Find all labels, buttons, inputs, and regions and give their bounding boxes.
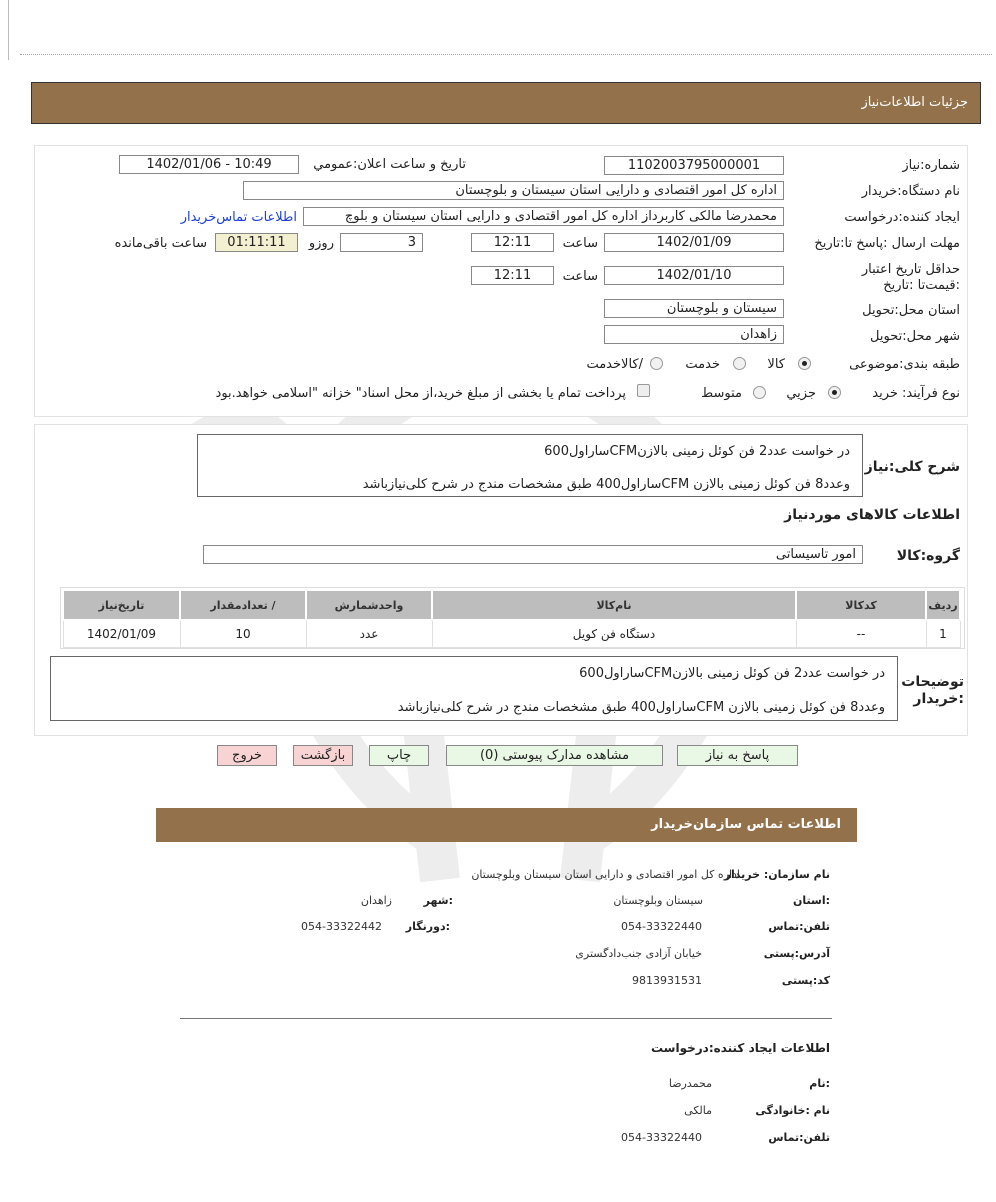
phone-value: 054-33322440: [621, 920, 702, 933]
goods-group-label: گروه:کالا: [896, 548, 960, 564]
print-button[interactable]: چاپ: [369, 745, 429, 766]
deadline-label: مهلت ارسال :پاسخ تا:تاریخ: [814, 236, 960, 251]
category-goods-label: کالا: [767, 357, 785, 372]
need-number-field[interactable]: 1102003795000001: [604, 156, 784, 175]
page-header-bar: [31, 82, 981, 124]
col-date: تاریخ‌نیاز: [63, 590, 180, 620]
exit-button[interactable]: خروج: [217, 745, 277, 766]
process-partial-label: جزیي: [786, 386, 816, 401]
breadcrumb[interactable]: جزئیات اطلاعات‌نیاز: [861, 95, 968, 110]
creator-phone-label: تلفن:تماس: [768, 1131, 830, 1144]
remaining-time-field: 01:11:11: [215, 233, 298, 252]
buyer-org-label: نام دستگاه:خریدار: [861, 184, 960, 199]
requester-label: ایجاد کننده:درخواست: [844, 210, 960, 225]
category-service-radio[interactable]: [733, 357, 746, 370]
org-name-label: نام سازمان: خریدار: [724, 868, 830, 881]
process-partial-radio[interactable]: [828, 386, 841, 399]
reply-button[interactable]: پاسخ به نیاز: [677, 745, 798, 766]
col-code: کدکالا: [796, 590, 926, 620]
summary-label: شرح کلی:نیاز: [864, 459, 960, 475]
creator-section-title: اطلاعات ایجاد کننده:درخواست: [650, 1041, 830, 1055]
cell-qty: 10: [180, 620, 306, 648]
top-dotted-divider: [20, 54, 992, 55]
process-type-label: نوع فرآیند: خرید: [872, 386, 960, 401]
fax-label: :دورنگار: [405, 920, 450, 933]
validity-date-field[interactable]: 1402/01/10: [604, 266, 784, 285]
validity-label: حداقل تاریخ اعتبار :قیمت‌تا :تاریخ: [861, 262, 960, 293]
category-both-radio[interactable]: [650, 357, 663, 370]
deadline-time-label: ساعت: [562, 236, 598, 251]
city-label: شهر محل:تحویل: [870, 329, 960, 344]
col-name: نام‌کالا: [432, 590, 796, 620]
city-info-value: زاهدان: [360, 894, 392, 907]
buyer-notes-box: [50, 656, 898, 721]
treasury-payment-checkbox[interactable]: [637, 384, 650, 397]
buyer-contact-link[interactable]: اطلاعات تماس‌خریدار: [180, 210, 297, 225]
need-number-label: شماره:نیاز: [902, 158, 960, 173]
creator-name-label: :نام: [809, 1077, 830, 1090]
validity-time-label: ساعت: [562, 269, 598, 284]
creator-family-label: نام :خانوادگی: [755, 1104, 830, 1117]
table-row[interactable]: [63, 620, 960, 648]
org-name-value: اداره کل امور اقتصادی و دارایی استان سیستان وبلوچستان: [471, 868, 740, 881]
col-row-no: ردیف: [926, 590, 960, 620]
goods-group-field[interactable]: امور تاسیساتی: [203, 545, 863, 564]
remaining-time-label: ساعت باقی‌مانده: [114, 236, 207, 251]
buyer-org-field[interactable]: اداره کل امور اقتصادی و دارایی استان سیستان و بلوچستان: [243, 181, 784, 200]
items-table: [62, 589, 961, 648]
validity-time-field[interactable]: 12:11: [471, 266, 554, 285]
cell-row-no: 1: [926, 620, 960, 648]
cell-unit: عدد: [306, 620, 432, 648]
process-medium-radio[interactable]: [753, 386, 766, 399]
treasury-payment-note: پرداخت تمام یا بخشی از مبلغ خرید،از محل اسناد" خزانه "اسلامی خواهد.بود: [215, 386, 626, 401]
contact-section-title: اطلاعات تماس سازمان‌خریدار: [651, 817, 841, 832]
postal-code-label: کد:پستی: [781, 974, 830, 987]
back-button[interactable]: بازگشت: [293, 745, 353, 766]
deadline-date-field[interactable]: 1402/01/09: [604, 233, 784, 252]
province-field[interactable]: سیستان و بلوچستان: [604, 299, 784, 318]
process-medium-label: متوسط: [701, 386, 742, 401]
left-border-line: [8, 0, 9, 60]
cell-name: دستگاه فن کویل: [432, 620, 796, 648]
summary-box: [197, 434, 863, 497]
col-qty: / تعدادمقدار: [180, 590, 306, 620]
deadline-time-field[interactable]: 12:11: [471, 233, 554, 252]
summary-line-2: وعدد8 فن کوئل زمینی بالازن CFMساراول400 طبق مشخصات مندج در شرح کلی‌نیازباشد: [362, 477, 850, 492]
phone-label: تلفن:تماس: [768, 920, 830, 933]
cell-code: --: [796, 620, 926, 648]
table-header-row: [63, 590, 960, 620]
category-both-label: /کالاخدمت: [586, 357, 643, 372]
province-label: استان محل:تحویل: [862, 303, 960, 318]
attachments-button[interactable]: مشاهده مدارک پیوستی (0): [446, 745, 663, 766]
creator-name-value: محمدرضا: [668, 1077, 712, 1090]
province-info-label: :استان: [793, 894, 830, 907]
cell-date: 1402/01/09: [63, 620, 180, 648]
creator-phone-value: 054-33322440: [621, 1131, 702, 1144]
buyer-notes-line-1: در خواست عدد2 فن کوئل زمینی بالازنCFMساراول600: [579, 666, 885, 681]
days-field[interactable]: 3: [340, 233, 423, 252]
days-label: روزو: [308, 236, 334, 251]
contact-section-header: [156, 808, 857, 842]
city-info-label: :شهر: [423, 894, 453, 907]
address-label: آدرس:پستی: [763, 947, 830, 960]
announce-date-label: تاریخ و ساعت اعلان:عمومي: [313, 157, 466, 172]
summary-line-1: در خواست عدد2 فن کوئل زمینی بالازنCFMساراول600: [544, 444, 850, 459]
buyer-notes-line-2: وعدد8 فن کوئل زمینی بالازن CFMساراول400 طبق مشخصات مندج در شرح کلی‌نیازباشد: [397, 700, 885, 715]
fax-value: 054-33322442: [301, 920, 382, 933]
goods-info-title: اطلاعات کالاهای مورد‌نیاز: [784, 507, 960, 523]
buyer-notes-label: توضیحات :خریدار: [901, 674, 964, 707]
requester-field[interactable]: محمدرضا مالکی کاربرداز اداره کل امور اقتصادی و دارایی استان سیستان و بلوچ: [303, 207, 784, 226]
category-goods-radio[interactable]: [798, 357, 811, 370]
city-field[interactable]: زاهدان: [604, 325, 784, 344]
category-label: طبقه بندی:موضوعی: [849, 357, 960, 372]
announce-date-field[interactable]: 1402/01/06 - 10:49: [119, 155, 299, 174]
province-info-value: سیستان وبلوچستان: [613, 894, 703, 907]
postal-code-value: 9813931531: [632, 974, 702, 987]
address-value: خیابان آزادی جنب‌دادگستری: [575, 947, 702, 960]
contact-divider: [180, 1018, 832, 1019]
col-unit: واحدشمارش: [306, 590, 432, 620]
creator-family-value: مالکی: [684, 1104, 712, 1117]
category-service-label: خدمت: [685, 357, 720, 372]
